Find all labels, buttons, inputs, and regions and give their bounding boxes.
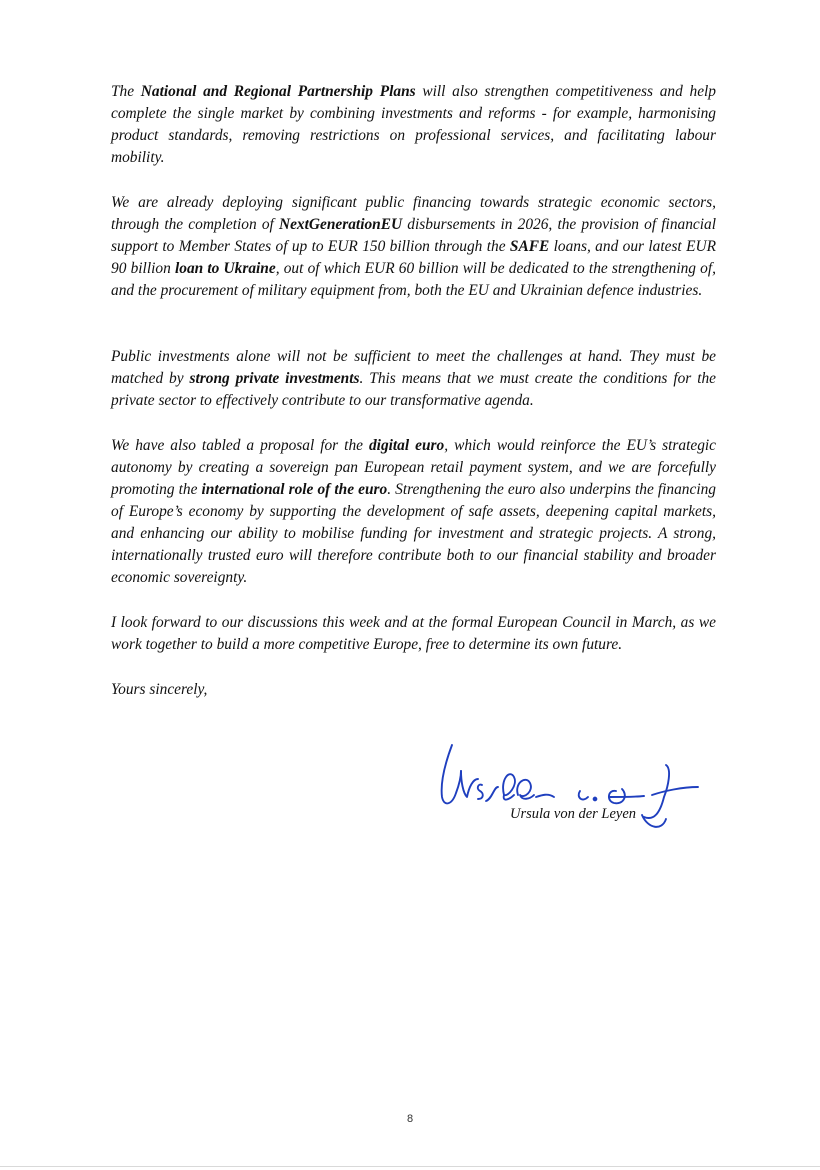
body-text-run: We have also tabled a proposal for the [111, 437, 369, 454]
body-text-run: The [111, 83, 141, 100]
body-text-run: Public investments alone will not be sufficient to meet the challenges at hand. They must be matched by [111, 348, 716, 387]
body-text-run: , out of which EUR 60 billion will be dedicated to the strengthening of, and the procurement of military equipment from, both the EU and Ukrainian defence industries. [111, 260, 716, 299]
emphasis-text: international role of the euro [201, 481, 388, 498]
emphasis-text: National and Regional Partnership Plans [140, 83, 416, 100]
body-text-run: loans, and our latest EUR 90 billion [111, 238, 716, 277]
emphasis-text: digital euro [368, 437, 445, 454]
emphasis-text: NextGenerationEU [278, 216, 403, 233]
emphasis-text: strong private investments [189, 370, 360, 387]
page-bottom-edge [0, 1166, 820, 1167]
body-text-run: . This means that we must create the conditions for the private sector to effectively contribute to our transformative agenda. [111, 370, 716, 409]
paragraph-closing-remarks [111, 612, 716, 656]
body-text-run: disbursements in 2026, the provision of financial support to Member States of up to EUR 150 billion through the [111, 216, 716, 255]
paragraph-public-financing [111, 192, 716, 302]
signature-block [430, 735, 710, 835]
paragraph-digital-euro [111, 435, 716, 589]
valediction: Yours sincerely, [111, 681, 208, 698]
emphasis-text: loan to Ukraine [174, 260, 276, 277]
page-number: 8 [406, 1113, 414, 1125]
body-text-run: . Strengthening the euro also underpins the financing of Europe’s economy by supporting the development of safe assets, deepening capital markets, and enhancing our ability to mobilise funding for investment and strategic projects. A strong, internationally trusted euro will therefore contribute both to our financial stability and broader economic sovereignty. [111, 481, 716, 586]
body-text-run: will also strengthen competitiveness and help complete the single market by combining investments and reforms - for example, harmonising product standards, removing restrictions on professional services, and facilitating labour mobility. [111, 83, 716, 166]
body-text-run: I look forward to our discussions this week and at the formal European Council in March, as we work together to build a more competitive Europe, free to determine its own future. [111, 614, 716, 653]
body-text-run: We are already deploying significant public financing towards strategic economic sectors, through the completion of [111, 194, 716, 233]
body-text-run: , which would reinforce the EU’s strategic autonomy by creating a sovereign pan European retail payment system, and we are forcefully promoting the [111, 437, 716, 498]
paragraph-partnership-plans [111, 81, 716, 169]
paragraph-private-investments [111, 346, 716, 412]
emphasis-text: SAFE [509, 238, 550, 255]
signer-name: Ursula von der Leyen [510, 806, 637, 822]
